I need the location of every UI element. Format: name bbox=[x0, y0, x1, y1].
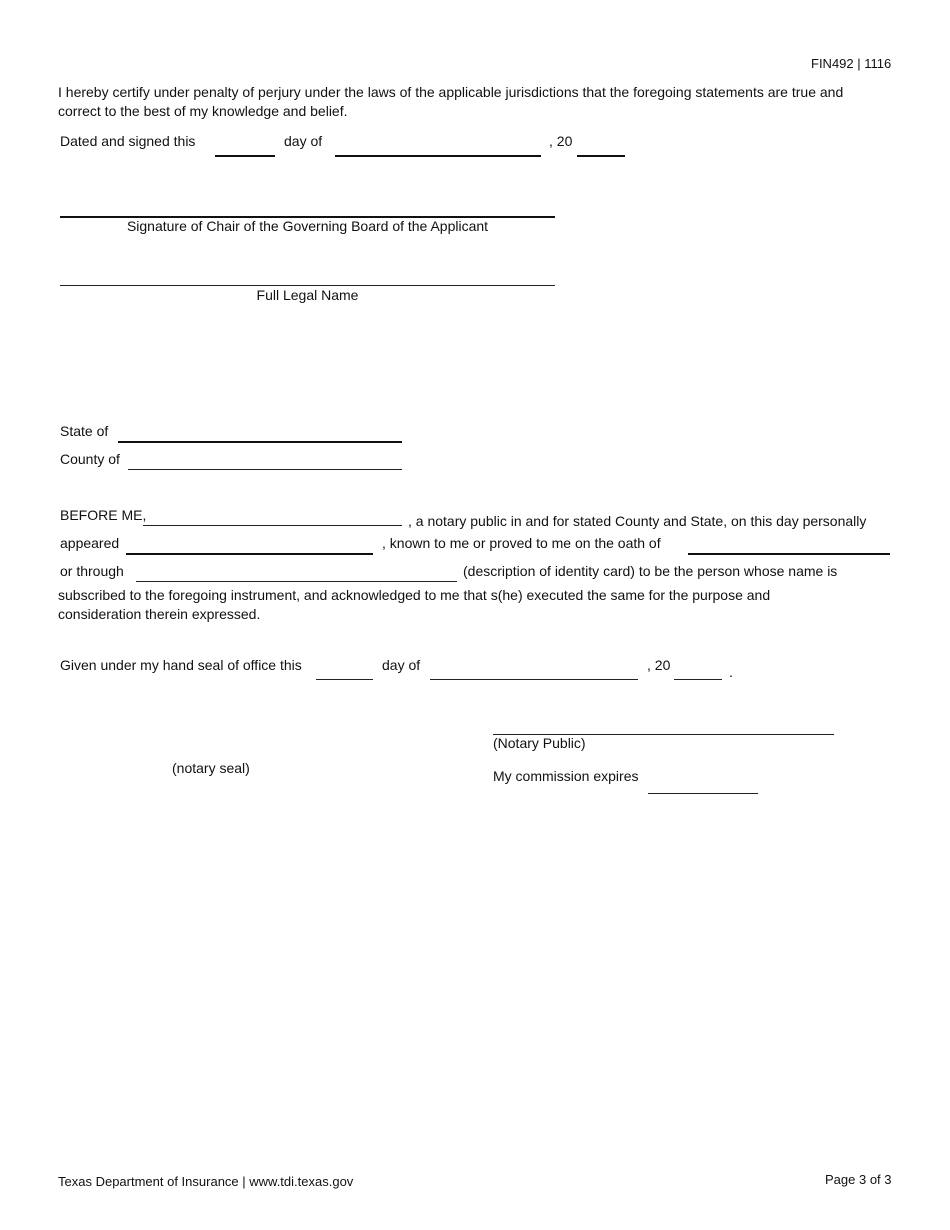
page-number: Page 3 of 3 bbox=[825, 1172, 892, 1187]
given-month-field[interactable] bbox=[430, 679, 638, 680]
notary-seal-label: (notary seal) bbox=[172, 760, 250, 776]
full-legal-name-line[interactable] bbox=[60, 285, 555, 286]
known-text: , known to me or proved to me on the oath of bbox=[382, 535, 661, 551]
notary-public-label: (Notary Public) bbox=[493, 735, 586, 751]
form-code: FIN492 | 1116 bbox=[811, 56, 892, 71]
commission-expires-label: My commission expires bbox=[493, 768, 639, 784]
commission-expires-field[interactable] bbox=[648, 793, 758, 794]
appeared-name-field[interactable] bbox=[126, 553, 373, 555]
state-field[interactable] bbox=[118, 441, 402, 443]
oath-of-field[interactable] bbox=[688, 553, 890, 555]
notary-public-text: , a notary public in and for stated County and State, on this day personally bbox=[408, 513, 867, 529]
county-label: County of bbox=[60, 451, 120, 467]
signed-day-of-label: day of bbox=[284, 133, 323, 149]
signed-month-field[interactable] bbox=[335, 155, 541, 157]
given-day-field[interactable] bbox=[316, 679, 373, 680]
appeared-label: appeared bbox=[60, 535, 120, 551]
county-field[interactable] bbox=[128, 469, 402, 470]
given-day-of-label: day of bbox=[382, 657, 421, 673]
footer-org: Texas Department of Insurance | www.tdi.texas.gov bbox=[58, 1174, 354, 1189]
dated-signed-label: Dated and signed this bbox=[60, 133, 196, 149]
given-year-prefix: , 20 bbox=[647, 657, 671, 673]
full-legal-name-label: Full Legal Name bbox=[256, 287, 359, 303]
signed-year-prefix: , 20 bbox=[549, 133, 573, 149]
given-under-label: Given under my hand seal of office this bbox=[60, 657, 302, 673]
chair-signature-label: Signature of Chair of the Governing Board of the Applicant bbox=[126, 218, 489, 234]
given-year-field[interactable] bbox=[674, 679, 722, 680]
given-period: . bbox=[729, 664, 733, 680]
state-label: State of bbox=[60, 423, 109, 439]
identity-card-text: (description of identity card) to be the person whose name is bbox=[463, 563, 838, 579]
before-me-label: BEFORE ME, bbox=[60, 507, 147, 523]
identity-card-field[interactable] bbox=[136, 581, 457, 582]
subscribed-statement: subscribed to the foregoing instrument, and acknowledged to me that s(he) executed the same for the purpose and consideration therein expressed. bbox=[58, 587, 771, 622]
or-through-label: or through bbox=[60, 563, 124, 579]
signed-year-field[interactable] bbox=[577, 155, 625, 157]
signed-day-field[interactable] bbox=[215, 155, 275, 157]
certification-statement: I hereby certify under penalty of perjury under the laws of the applicable jurisdictions that the foregoing statements are true and correct to the best of my knowledge and belief. bbox=[58, 84, 844, 119]
notary-name-field[interactable] bbox=[143, 525, 402, 526]
